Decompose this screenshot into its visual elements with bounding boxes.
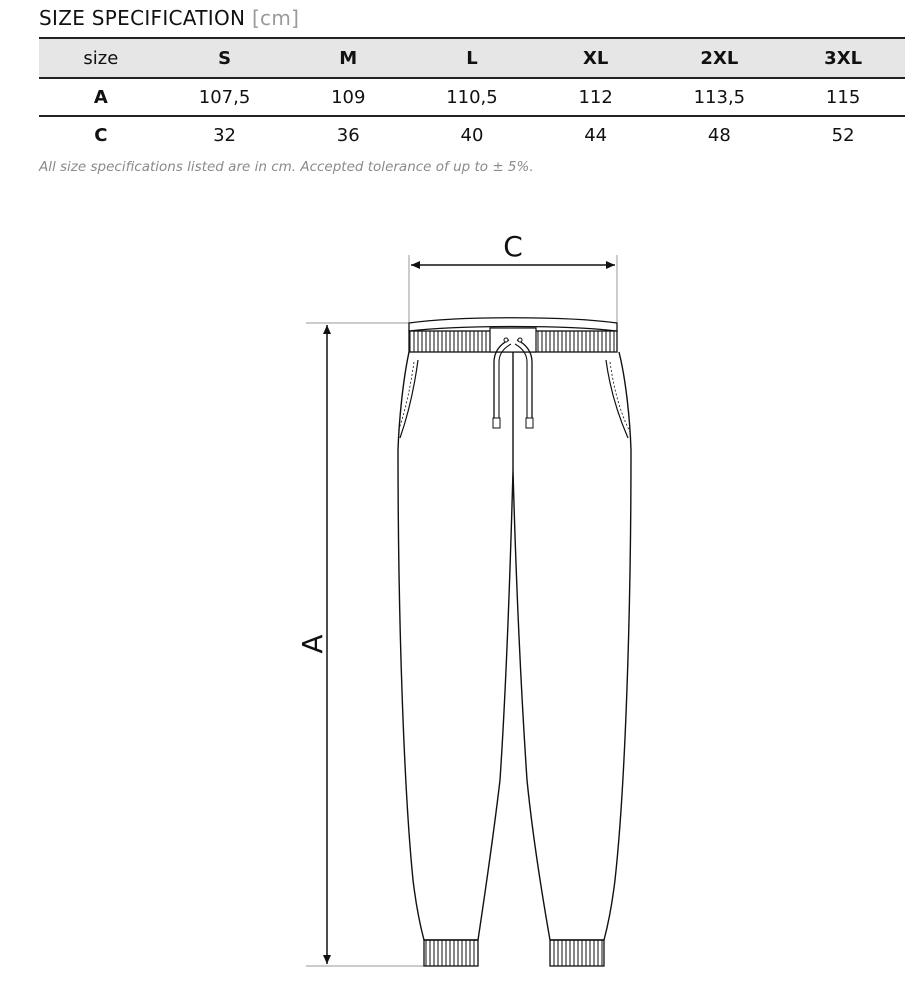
tolerance-note: All size specifications listed are in cm. Accepted tolerance of up to ± 5%. <box>39 159 534 175</box>
column-header: M <box>286 38 410 78</box>
cuff-right <box>550 940 604 966</box>
length-label: A <box>296 634 329 654</box>
length-dimension <box>296 323 426 966</box>
row-label: C <box>94 125 108 146</box>
eyelet-left <box>504 338 508 342</box>
table-cell: 40 <box>460 125 484 146</box>
column-header: S <box>163 38 287 78</box>
row-label: A <box>39 78 163 116</box>
width-dimension <box>409 230 617 323</box>
column-header: 3XL <box>781 38 905 78</box>
title-text: SIZE SPECIFICATION <box>39 6 246 30</box>
drawstring-tip-left <box>493 418 500 428</box>
drawcord-opening <box>490 328 536 352</box>
column-header: 2XL <box>658 38 782 78</box>
table-cell: 112 <box>534 78 658 116</box>
pants-outline <box>398 352 631 940</box>
width-label: C <box>503 230 523 263</box>
column-header: XL <box>534 38 658 78</box>
table-cell: 110,5 <box>410 78 534 116</box>
title-unit: [cm] <box>251 6 300 30</box>
table-cell: 48 <box>707 125 731 146</box>
cuff-left <box>424 940 478 966</box>
table-cell: 115 <box>781 78 905 116</box>
table-cell: 107,5 <box>163 78 287 116</box>
table-cell: 113,5 <box>658 78 782 116</box>
drawstring-tip-right <box>526 418 533 428</box>
column-header: size <box>39 38 163 78</box>
column-header: L <box>410 38 534 78</box>
eyelet-right <box>518 338 522 342</box>
pocket-left <box>400 360 418 438</box>
pocket-right <box>606 360 628 438</box>
table-cell: 52 <box>831 125 855 146</box>
table-cell: 44 <box>584 125 608 146</box>
drawstring-left-inner <box>499 344 511 420</box>
table-cell: 109 <box>286 78 410 116</box>
pants-drawing <box>398 352 631 940</box>
table-cell: 32 <box>213 125 236 146</box>
drawstring-right-inner <box>515 344 527 420</box>
table-cell: 36 <box>336 125 360 146</box>
